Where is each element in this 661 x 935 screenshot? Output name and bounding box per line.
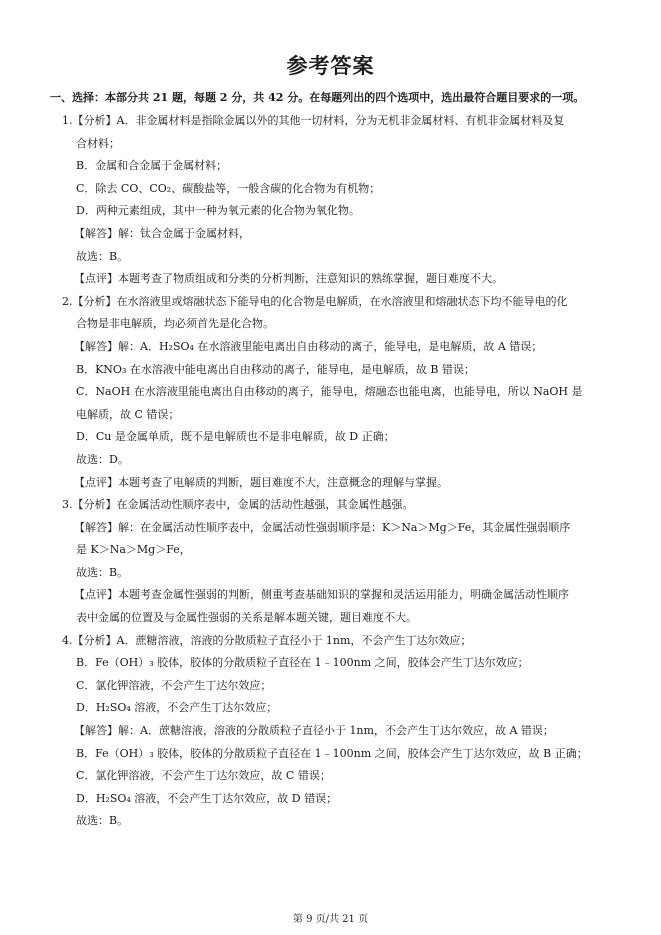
- answer-line: 故选：B。: [76, 814, 129, 828]
- answer-line: 合物是非电解质，均必须首先是化合物。: [76, 317, 274, 331]
- page-title: 参考答案: [286, 54, 375, 78]
- answer-line: 【解答】解：A．蔗糖溶液，溶液的分散质粒子直径小于 1nm，不会产生丁达尔效应，故 A 错误；: [74, 724, 554, 738]
- answer-line: 电解质，故 C 错误；: [76, 407, 180, 421]
- answer-line: D．Cu 是金属单质，既不是电解质也不是非电解质，故 D 正确；: [76, 430, 395, 444]
- answer-line: C．除去 CO、CO₂、碳酸盐等，一般含碳的化合物为有机物；: [76, 181, 381, 195]
- answer-line: D．两种元素组成，其中一种为氧元素的化合物为氧化物。: [76, 204, 360, 218]
- section-heading: 一、选择：本部分共 21 题，每题 2 分，共 42 分。在每题列出的四个选项中，选出最符合题目要求的一项。: [50, 91, 585, 104]
- answer-line: C．氯化钾溶液，不会产生丁达尔效应；: [76, 678, 272, 692]
- answer-line: 1.【分析】A．非金属材料是指除金属以外的其他一切材料，分为无机非金属材料、有机非金属材料及复: [62, 114, 565, 127]
- answer-line: 4.【分析】A．蔗糖溶液，溶液的分散质粒子直径小于 1nm，不会产生丁达尔效应；: [62, 633, 472, 647]
- answer-line: 【点评】本题考查了物质组成和分类的分析判断，注意知识的熟练掌握，题目难度不大。: [74, 272, 503, 286]
- answer-line: 【解答】解：钛合金属于金属材料，: [74, 226, 250, 240]
- answer-line: B．Fe（OH）₃ 胶体，胶体的分散质粒子直径在 1﹣100nm 之间，胶体会产生丁达尔效应，故 B 正确；: [76, 746, 588, 760]
- answer-line: 【点评】本题考查金属性强弱的判断，侧重考查基础知识的掌握和灵活运用能力，明确金属活动性顺序: [74, 588, 569, 602]
- answer-line: 故选：D。: [76, 452, 129, 466]
- answer-line: B．Fe（OH）₃ 胶体，胶体的分散质粒子直径在 1﹣100nm 之间，胶体会产生丁达尔效应；: [76, 656, 529, 670]
- answer-line: C．氯化钾溶液，不会产生丁达尔效应，故 C 错误；: [76, 769, 331, 783]
- answer-line: D．H₂SO₄ 溶液，不会产生丁达尔效应；: [76, 701, 278, 715]
- answer-line: 【解答】解：在金属活动性顺序表中，金属活动性强弱顺序是：K＞Na＞Mg＞Fe，其金属性强弱顺序: [74, 520, 571, 534]
- answer-content: [62, 110, 622, 833]
- answer-line: B．金属和合金属于金属材料；: [76, 159, 228, 173]
- answer-line: 【解答】解：A．H₂SO₄ 在水溶液里能电离出自由移动的离子，能导电，是电解质，故 A 错误；: [74, 339, 543, 353]
- answer-line: 合材料；: [76, 136, 120, 150]
- answer-line: 表中金属的位置及与金属性强弱的关系是解本题关键，题目难度不大。: [76, 611, 417, 625]
- answer-line: 3.【分析】在金属活动性顺序表中，金属的活动性越强，其金属性越强。: [62, 498, 414, 512]
- answer-line: 是 K＞Na＞Mg＞Fe，: [76, 543, 191, 557]
- answer-line: 故选：B。: [76, 249, 129, 263]
- answer-line: B．KNO₃ 在水溶液中能电离出自由移动的离子，能导电，是电解质，故 B 错误；: [76, 362, 475, 376]
- answer-line: 故选：B。: [76, 565, 129, 579]
- answer-line: C．NaOH 在水溶液里能电离出自由移动的离子，能导电，熔融态也能电离，也能导电，所以 NaOH 是: [76, 385, 583, 399]
- page-footer: 第 9 页/共 21 页: [292, 914, 369, 925]
- answer-line: D．H₂SO₄ 溶液，不会产生丁达尔效应，故 D 错误；: [76, 791, 338, 805]
- answer-line: 2.【分析】在水溶液里或熔融状态下能导电的化合物是电解质，在水溶液里和熔融状态下均不能导电的化: [62, 294, 568, 308]
- answer-line: 【点评】本题考查了电解质的判断，题目难度不大，注意概念的理解与掌握。: [74, 475, 448, 489]
